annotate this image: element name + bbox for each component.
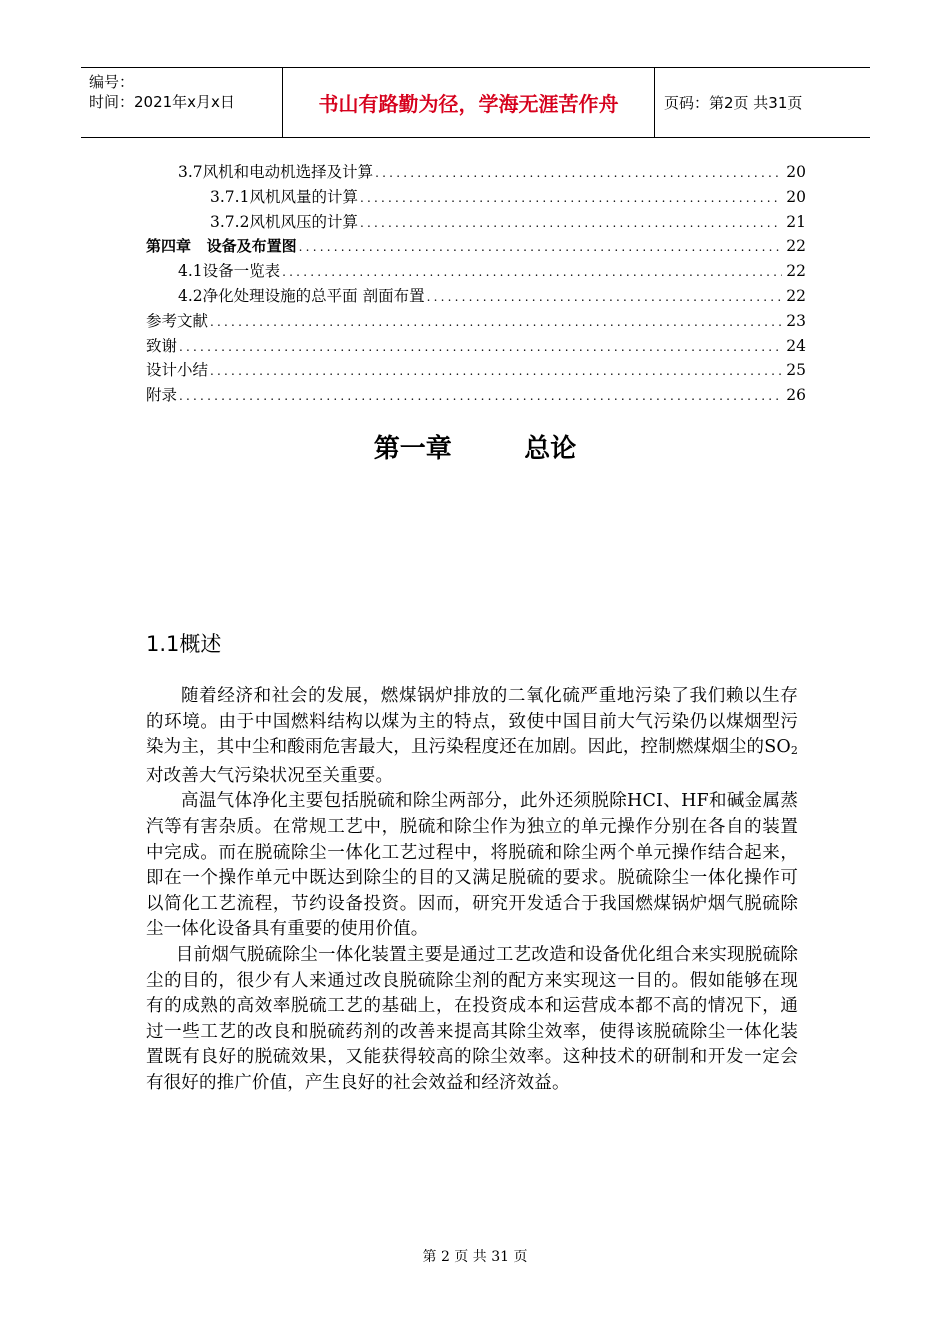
toc-entry-label: 第四章 设备及布置图 [146,237,297,256]
toc-entry-page: 24 [786,336,806,355]
toc-entry-label: 附录 [146,386,178,405]
header-page-info: 页码：第2页 共31页 [664,94,803,112]
toc-entry-acknowledgements[interactable] [146,334,806,359]
toc-leader-dots [179,384,782,409]
toc-entry-appendix[interactable] [146,383,806,408]
toc-entry-label: 设计小结 [146,361,209,380]
header-divider-right [654,68,655,137]
toc-entry-4-1[interactable] [146,259,806,284]
toc-entry-page: 21 [786,212,806,231]
table-of-contents [146,160,806,408]
paragraph-2: 高温气体净化主要包括脱硫和除尘两部分，此外还须脱除HCI、HF和碱金属蒸汽等有害杂质。在常规工艺中，脱硫和除尘作为独立的单元操作分别在各自的装置中完成。而在脱硫除尘一体化工艺过程中，将脱硫和除尘两个单元操作结合起来，即在一个操作单元中既达到除尘的目的又满足脱硫的要求。脱硫除尘一体化操作可以简化工艺流程，节约设备投资。因而，研究开发适合于我国燃煤锅炉烟气脱硫除尘一体化设备具有重要的使用价值。 [146,791,798,940]
header-meta [89,72,235,112]
toc-leader-dots [375,161,782,186]
toc-entry-3-7-1[interactable] [146,185,806,210]
paragraph-1-text: 随着经济和社会的发展，燃煤锅炉排放的二氧化硫严重地污染了我们赖以生存的环境。由于中国燃料结构以煤为主的特点，致使中国目前大气污染仍以煤烟型污染为主，其中尘和酸雨危害最大，且污染程度还在加剧。因此，控制燃煤烟尘的SO [146,686,798,758]
toc-leader-dots [360,186,782,211]
section-title: 1.1概述 [146,632,222,656]
document-number-label: 编号： [89,73,135,91]
header-motto: 书山有路勤为径，学海无涯苦作舟 [318,92,619,116]
toc-leader-dots [427,285,782,310]
toc-entry-4-2[interactable] [146,284,806,309]
toc-entry-page: 26 [786,386,806,405]
toc-leader-dots [360,211,782,236]
body-text [146,684,798,1097]
toc-entry-label: 4.1设备一览表 [178,262,281,281]
document-time-label: 时间：2021年x月x日 [89,93,235,111]
toc-entry-label: 3.7.2风机风压的计算 [210,212,358,231]
toc-entry-page: 22 [786,237,806,256]
toc-entry-page: 20 [786,163,806,181]
page-header [81,67,870,138]
paragraph-1 [146,684,798,789]
paragraph-3: 目前烟气脱硫除尘一体化装置主要是通过工艺改造和设备优化组合来实现脱硫除尘的目的，很少有人来通过改良脱硫除尘剂的配方来实现这一目的。假如能够在现有的成熟的高效率脱硫工艺的基础上，在投资成本和运营成本都不高的情况下，通过一些工艺的改良和脱硫药剂的改善来提高其除尘效率，使得该脱硫除尘一体化装置既有良好的脱硫效果，又能获得较高的除尘效率。这种技术的研制和开发一定会有很好的推广价值，产生良好的社会效益和经济效益。 [146,944,798,1093]
toc-leader-dots [282,260,782,285]
toc-entry-page: 22 [786,286,806,305]
toc-leader-dots [299,235,782,260]
toc-entry-references[interactable] [146,309,806,334]
toc-leader-dots [179,335,782,360]
toc-entry-design-summary[interactable] [146,358,806,383]
toc-entry-page: 20 [786,187,806,206]
so2-subscript: 2 [790,744,798,758]
toc-entry-page: 25 [786,361,806,380]
toc-leader-dots [210,310,782,335]
page-footer: 第 2 页 共 31 页 [422,1249,528,1265]
toc-entry-3-7[interactable] [146,160,806,185]
toc-entry-label: 3.7.1风机风量的计算 [210,187,358,206]
toc-entry-page: 23 [786,311,806,330]
paragraph-1-text-end: 对改善大气污染状况至关重要。 [146,765,394,786]
toc-entry-label: 致谢 [146,336,178,355]
toc-leader-dots [210,359,782,384]
chapter-title: 第一章 总论 [373,434,577,464]
toc-entry-3-7-2[interactable] [146,210,806,235]
toc-entry-label: 参考文献 [146,311,209,330]
toc-entry-chapter-4[interactable] [146,234,806,259]
toc-entry-page: 22 [786,262,806,281]
toc-entry-label: 3.7风机和电动机选择及计算 [178,163,374,181]
toc-entry-label: 4.2净化处理设施的总平面 剖面布置 [178,286,425,305]
